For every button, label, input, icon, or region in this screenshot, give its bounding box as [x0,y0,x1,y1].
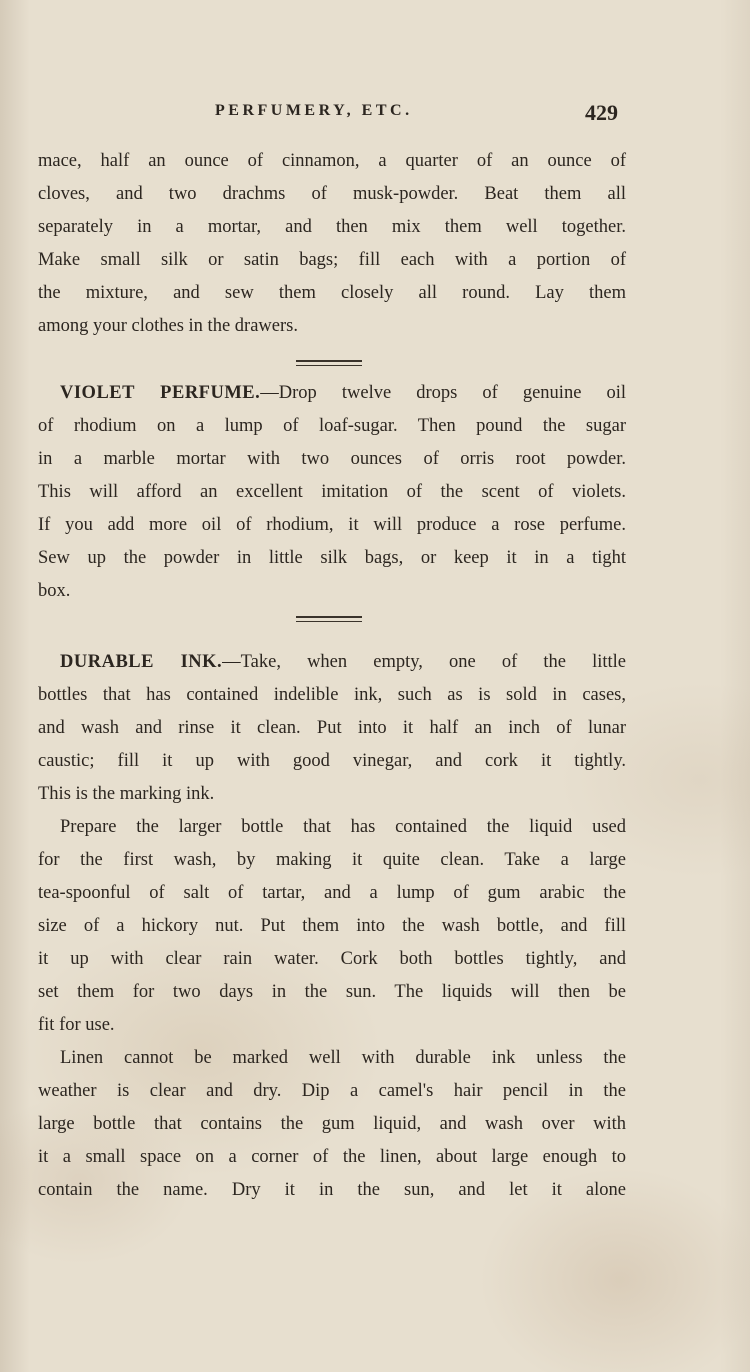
text-line: in a marble mortar with two ounces of orris root powder. [38,449,626,469]
recipe-heading: DURABLE INK. [60,652,223,672]
text-line: for the first wash, by making it quite clean. Take a large [38,850,626,870]
text-line: This is the marking ink. [38,784,215,804]
text-line: among your clothes in the drawers. [38,316,298,336]
text-line: caustic; fill it up with good vinegar, and cork it tightly. [38,751,626,771]
text-line: separately in a mortar, and then mix them well together. [38,217,626,237]
text-line: box. [38,581,71,601]
text-line: Sew up the powder in little silk bags, or keep it in a tight [38,548,626,568]
continuation-paragraph [38,145,626,343]
text-line: —Take, when empty, one of the little [222,652,626,672]
text-line: mace, half an ounce of cinnamon, a quarter of an ounce of [38,151,626,171]
recipe-first-line [38,646,626,679]
text-line: of rhodium on a lump of loaf-sugar. Then pound the sugar [38,416,626,436]
text-line: —Drop twelve drops of genuine oil [260,383,626,403]
text-line: fit for use. [38,1015,115,1035]
text-line: and wash and rinse it clean. Put into it half an inch of lunar [38,718,626,738]
text-line: Prepare the larger bottle that has contained the liquid used [60,817,626,837]
text-line: it a small space on a corner of the linen, about large enough to [38,1147,626,1167]
text-line: bottles that has contained indelible ink, such as is sold in cases, [38,685,626,705]
text-line: contain the name. Dry it in the sun, and let it alone [38,1180,626,1200]
text-line: size of a hickory nut. Put them into the wash bottle, and fill [38,916,626,936]
text-line: set them for two days in the sun. The liquids will then be [38,982,626,1002]
page-header [0,100,750,130]
running-title: PERFUMERY, ETC. [215,102,413,119]
text-line: tea-spoonful of salt of tartar, and a lump of gum arabic the [38,883,626,903]
violet-perfume-recipe [38,377,626,608]
durable-ink-recipe [38,646,626,1207]
text-line: the mixture, and sew them closely all round. Lay them [38,283,626,303]
text-line: it up with clear rain water. Cork both bottles tightly, and [38,949,626,969]
recipe-heading: VIOLET PERFUME. [60,383,261,403]
section-divider [296,360,362,366]
page-number: 429 [585,100,618,125]
text-line: cloves, and two drachms of musk-powder. Beat them all [38,184,626,204]
text-line: Linen cannot be marked well with durable ink unless the [60,1048,626,1068]
text-line: weather is clear and dry. Dip a camel's hair pencil in the [38,1081,626,1101]
recipe-first-line [38,377,626,410]
text-line: Make small silk or satin bags; fill each with a portion of [38,250,626,270]
text-line: large bottle that contains the gum liquid, and wash over with [38,1114,626,1134]
section-divider [296,616,362,622]
text-line: This will afford an excellent imitation of the scent of violets. [38,482,626,502]
text-line: If you add more oil of rhodium, it will produce a rose perfume. [38,515,626,535]
